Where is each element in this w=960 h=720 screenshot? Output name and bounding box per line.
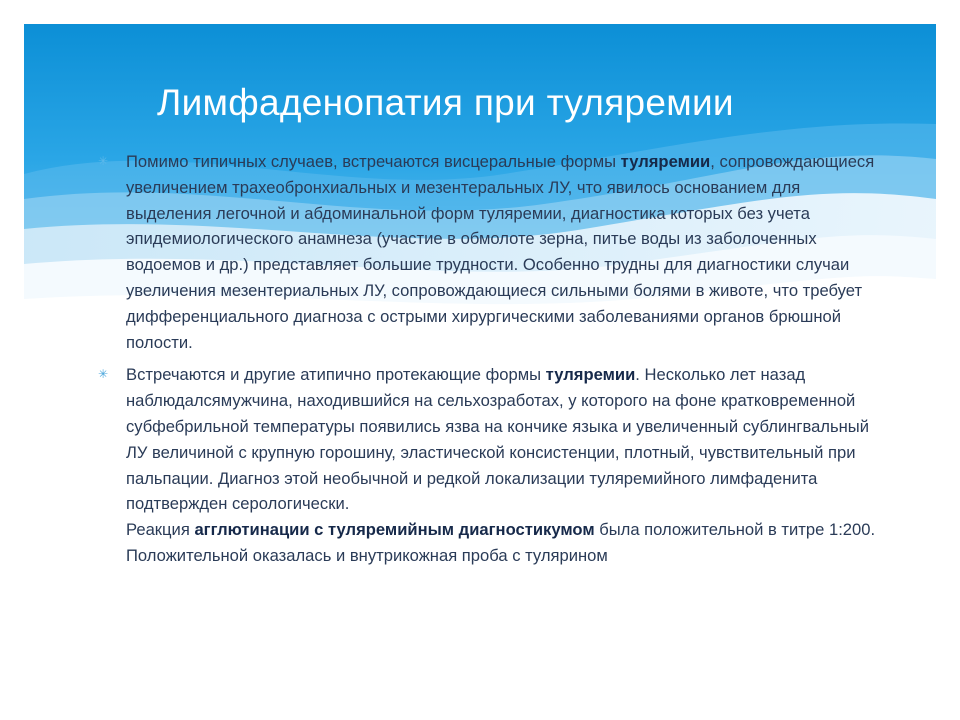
slide — [24, 24, 936, 696]
para2-bold-phrase: агглютинации с туляремийным диагностикумом — [194, 520, 595, 540]
para2-text-2: . Несколько лет назад наблюдалсямужчина, находившийся на сельхозработах, у которого на фоне кратковременной субфебрильной температуры появились язва на кончике языка и увеличенный сублингвальный ЛУ величиной с крупную горошину, эластической консистенции, плотный, чувствительный при пальпации. Диагноз этой необычной и редкой локализации туляремийного лимфаденита подтвержден серологически. — [126, 365, 869, 514]
para2-text-4: была положительной в титре 1:200. Положительной оказалась и внутрикожная проба с тулярином — [126, 520, 876, 565]
para1-bold-term: туляремии — [620, 152, 711, 171]
para2-bold-term: туляремии — [545, 365, 636, 385]
para1-text-1: Помимо типичных случаев, встречаются висцеральные формы — [126, 152, 621, 171]
para2-text-1: Встречаются и другие атипично протекающие формы — [126, 365, 546, 385]
asterisk-bullet-icon: ✳ — [98, 154, 109, 168]
slide-title: Лимфаденопатия при туляремии — [157, 82, 734, 123]
para2-text-3: Реакция — [126, 520, 195, 540]
slide-body — [96, 149, 876, 569]
list-item — [96, 149, 876, 355]
list-item — [96, 362, 876, 568]
para1-text-2: , сопровождающиеся увеличением трахеобронхиальных и мезентеральных ЛУ, что явилось основанием для выделения легочной и абдоминальной форм туляремии, диагностика которых без учета эпидемиологического анамнеза (участие в обмолоте зерна, питье воды из заболоченных водоемов и др.) представляет большие трудности. Особенно трудны для диагностики случаи увеличения мезентериальных ЛУ, сопровождающиеся сильными болями в животе, что требует дифференциального диагноза с острыми хирургическими заболеваниями органов брюшной полости. — [126, 152, 875, 352]
asterisk-bullet-icon: ✳ — [98, 367, 109, 382]
